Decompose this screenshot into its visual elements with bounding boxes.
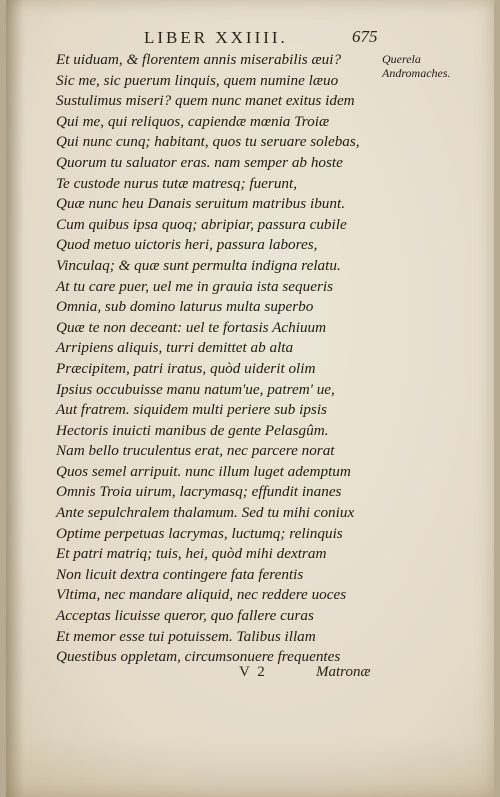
verse-line: Sustulimus miseri? quem nunc manet exitus idem: [56, 92, 355, 110]
signature-mark: V 2: [239, 664, 267, 680]
verse-line: Questibus oppletam, circumsonuere frequentes: [56, 648, 341, 666]
page-bottom-tint: [6, 737, 494, 797]
verse-line: Te custode nurus tutæ matresq; fuerunt,: [56, 174, 298, 192]
verse-line: Non licuit dextra contingere fata ferentis: [56, 565, 304, 583]
verse-line: Hectoris inuicti manibus de gente Pelasgûm.: [56, 421, 329, 439]
verse-line: Præcipitem, patri iratus, quòd uiderit olim: [56, 359, 316, 377]
verse-line: Omnia, sub domino laturus multa superbo: [56, 298, 314, 316]
verse-line: Qui nunc cunq; habitant, quos tu seruare solebas,: [56, 133, 360, 151]
verse-line: Vltima, nec mandare aliquid, nec reddere uoces: [56, 586, 347, 604]
verse-line: Vinculaq; & quæ sunt permulta indigna relatu.: [56, 256, 341, 274]
verse-line: Ante sepulchralem thalamum. Sed tu mihi coniux: [56, 504, 355, 522]
verse-line: Quæ nunc heu Danais seruitum matribus ibunt.: [56, 195, 345, 213]
verse-text-block: [56, 50, 376, 668]
verse-line: Qui me, qui reliquos, capiendæ mœnia Troiæ: [56, 112, 330, 130]
verse-line: Quorum tu saluator eras. nam semper ab hoste: [56, 153, 343, 171]
verse-line: Et patri matriq; tuis, hei, quòd mihi dextram: [56, 545, 327, 563]
verse-line: Quos semel arripuit. nunc illum luget ademptum: [56, 462, 351, 480]
verse-line: Et memor esse tui potuissem. Talibus illam: [56, 627, 316, 645]
verse-line: Quod metuo uictoris heri, passura labores,: [56, 236, 318, 254]
verse-line: Quæ te non deceant: uel te fortasis Achiuum: [56, 318, 327, 336]
catchword: Matronæ: [316, 664, 371, 680]
page-gutter-shadow: [6, 0, 24, 797]
verse-line: Et uiduam, & florentem annis miserabilis æui?: [56, 51, 342, 68]
verse-line: Cum quibus ipsa quoq; abripiar, passura cubile: [56, 215, 347, 233]
running-title: LIBER XXIIII.: [144, 28, 288, 47]
book-page: [6, 0, 494, 797]
verse-line: Aut fratrem. siquidem multi periere sub ipsis: [56, 401, 327, 419]
verse-line: Omnis Troia uirum, lacrymasq; effundit inanes: [56, 483, 342, 501]
verse-line: Optime perpetuas lacrymas, luctumq; relinquis: [56, 524, 343, 542]
verse-line: At tu care puer, uel me in grauia ista sequeris: [56, 277, 333, 295]
verse-line: Arripiens aliquis, turri demittet ab alta: [56, 339, 294, 357]
page-number: 675: [352, 27, 378, 46]
marginal-note: Querela Andromaches.: [382, 52, 451, 80]
verse-line: Nam bello truculentus erat, nec parcere norat: [56, 442, 335, 460]
verse-line: Sic me, sic puerum linquis, quem numine læuo: [56, 71, 339, 89]
verse-line: Ipsius occubuisse manu natum'ue, patrem' ue,: [56, 380, 335, 398]
verse-line: Acceptas licuisse queror, quo fallere curas: [56, 607, 314, 625]
